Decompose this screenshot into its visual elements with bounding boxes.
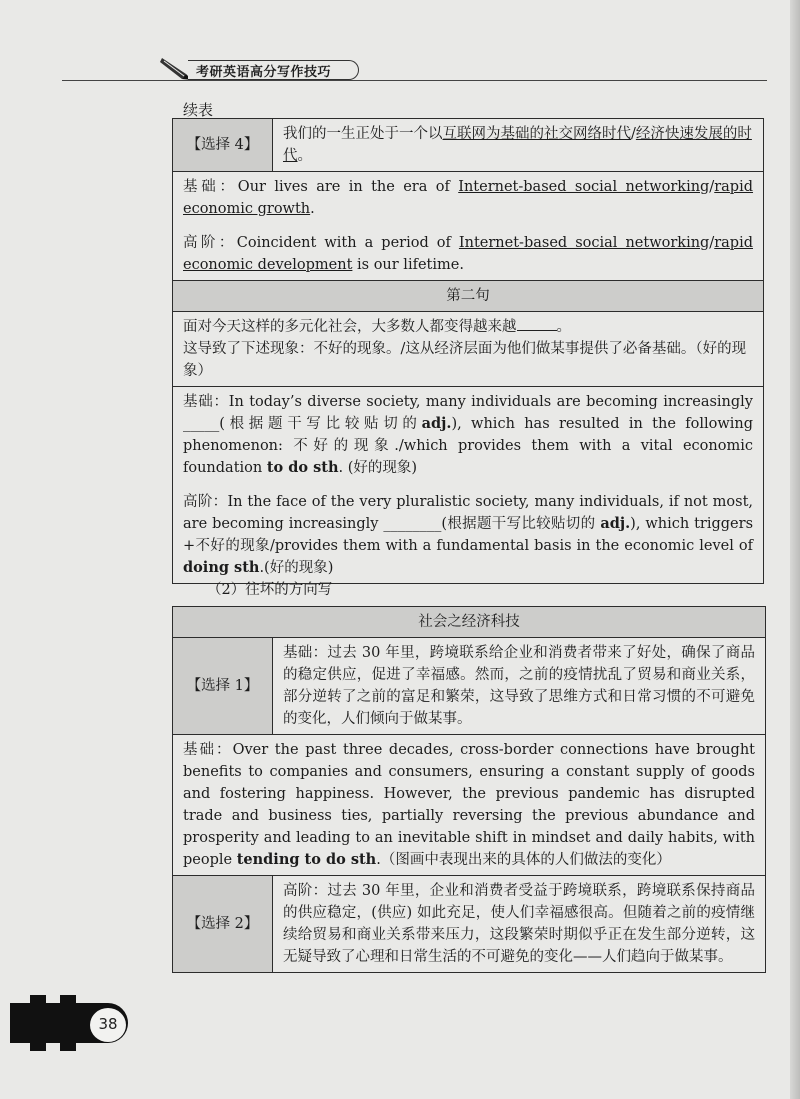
continued-table: [172, 118, 764, 584]
tab-decoration: [60, 1043, 76, 1051]
second-sentence-title: 第二句: [173, 281, 764, 312]
advanced-sentence-1: 高阶：Coincident with a period of Internet-based social networking/rapid economic development is our lifetime.: [183, 235, 753, 273]
page-number: 38: [98, 1015, 118, 1033]
book-title: 考研英语高分写作技巧: [196, 65, 332, 80]
header-rule: [62, 80, 767, 81]
section-heading: （2）往坏的方向写: [207, 582, 333, 598]
tab-decoration: [30, 995, 46, 1003]
page-edge: [790, 0, 800, 1099]
table-title: 社会之经济科技: [173, 607, 766, 638]
basic-sentence-2: 基础：In today’s diverse society, many individuals are becoming increasingly _____(根据题干写比较贴切的adj.), which has resulted in the following phenomenon: 不好的现象./which provides them with a vital economic foundation to do sth. (好的现象): [183, 394, 754, 476]
choice-4-chinese: 我们的一生正处于一个以互联网为基础的社交网络时代/经济快速发展的时代。: [273, 119, 764, 172]
basic-english-paragraph: 基础：Over the past three decades, cross-border connections have brought benefits to companies and consumers, ensuring a constant supply of goods and fostering happiness. However, the previous pandemic has disrupted trade and business ties, partially reversing the previous abundance and prosperity and leading to an inevitable shift in mindset and daily habits, with people tending to do sth.（图画中表现出来的具体的人们做法的变化）: [173, 735, 766, 876]
basic-sentence-1: 基础：Our lives are in the era of Internet-based social networking/rapid economic growth.: [183, 179, 754, 217]
tab-decoration: [30, 1043, 46, 1051]
second-sentence-chinese: 面对今天这样的多元化社会，大多数人都变得越来越 。 这导致了下述现象：不好的现象。/这从经济层面为他们做某事提供了必备基础。（好的现象）: [173, 312, 764, 387]
choice-2-chinese: 高阶：过去 30 年里，企业和消费者受益于跨境联系，跨境联系保持商品的供应稳定，(供应) 如此充足，使人们幸福感很高。但随着之前的疫情继续给贸易和商业关系带来压力，这段繁荣时期似乎正在发生部分逆转，这无疑导致了心理和日常生活的不可避免的变化——人们趋向于做某事。: [273, 876, 766, 973]
choice-4-label: 【选择 4】: [173, 119, 273, 172]
choice-4-english: [173, 172, 764, 281]
economy-technology-table: [172, 606, 766, 973]
continued-label: 续表: [183, 101, 214, 119]
choice-2-label: 【选择 2】: [173, 876, 273, 973]
choice-1-chinese: 基础：过去 30 年里，跨境联系给企业和消费者带来了好处，确保了商品的稳定供应，促进了幸福感。然而，之前的疫情扰乱了贸易和商业关系，部分逆转了之前的富足和繁荣，这导致了思维方式和日常习惯的不可避免的变化，人们倾向于做某事。: [273, 638, 766, 735]
second-sentence-english: [173, 387, 764, 584]
choice-1-label: 【选择 1】: [173, 638, 273, 735]
answer-blank: [517, 329, 557, 331]
tab-decoration: [60, 995, 76, 1003]
advanced-sentence-2: 高阶：In the face of the very pluralistic society, many individuals, if not most, are becoming increasingly ________(根据题干写比较贴切的 adj.), which triggers +不好的现象/provides them with a fundamental basis in the economic level of doing sth.(好的现象): [183, 494, 754, 576]
